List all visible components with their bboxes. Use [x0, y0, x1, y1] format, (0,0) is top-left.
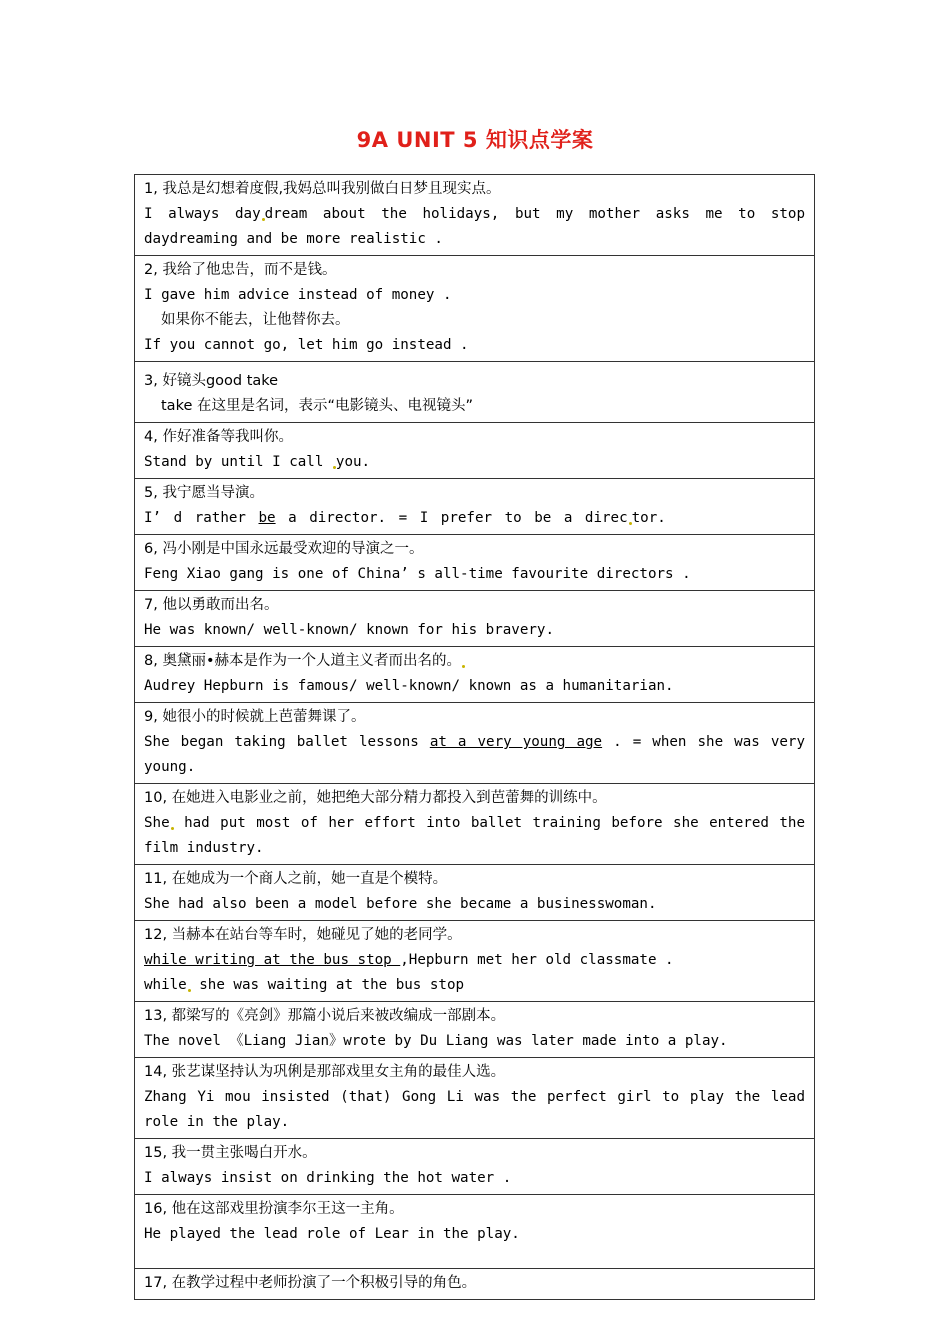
item-7 [135, 591, 815, 647]
item-12 [135, 921, 815, 1002]
english-sentence: Zhang Yi mou insisted (that) Gong Li was the perfect girl to play the lead role in the play. [144, 1089, 805, 1130]
chinese-sentence: 10, 在她进入电影业之前，她把绝大部分精力都投入到芭蕾舞的训练中。 [144, 790, 607, 806]
table-row [135, 1195, 815, 1269]
chinese-sentence: 12, 当赫本在站台等车时，她碰见了她的老同学。 [144, 927, 462, 943]
chinese-sentence: 4, 作好准备等我叫你。 [144, 429, 293, 445]
english-sentence: If you cannot go, let him go instead . [144, 337, 469, 353]
english-sentence: Feng Xiao gang is one of China’ s all-time favourite directors . [144, 566, 691, 582]
english-sentence: She began taking ballet lessons at a very young age . = when she was very young. [144, 734, 805, 775]
table-row [135, 423, 815, 479]
item-3 [135, 362, 815, 423]
table-row [135, 1269, 815, 1300]
item-15 [135, 1139, 815, 1195]
item-14 [135, 1058, 815, 1139]
chinese-sentence: 如果你不能去，让他替你去。 [161, 312, 350, 328]
item-4 [135, 423, 815, 479]
english-sentence: I always insist on drinking the hot water . [144, 1170, 512, 1186]
chinese-sentence: 2, 我给了他忠告，而不是钱。 [144, 262, 337, 278]
item-11 [135, 865, 815, 921]
chinese-sentence: 15, 我一贯主张喝白开水。 [144, 1145, 317, 1161]
table-row [135, 1058, 815, 1139]
english-sentence: I’ d rather be a director. = I prefer to be a direc tor. [144, 510, 666, 526]
chinese-sentence: 14, 张艺谋坚持认为巩俐是那部戏里女主角的最佳人选。 [144, 1064, 506, 1080]
english-sentence: Stand by until I call you. [144, 454, 371, 470]
english-sentence: The novel 《Liang Jian》wrote by Du Liang was later made into a play. [144, 1033, 728, 1049]
table-row [135, 535, 815, 591]
table-row [135, 865, 815, 921]
table-row [135, 256, 815, 362]
table-row [135, 362, 815, 423]
chinese-sentence: 3, 好镜头good take [144, 373, 279, 389]
annotation-dot-icon [462, 665, 465, 668]
chinese-sentence: 13, 都梁写的《亮剑》那篇小说后来被改编成一部剧本。 [144, 1008, 506, 1024]
english-sentence: Audrey Hepburn is famous/ well-known/ known as a humanitarian. [144, 678, 674, 694]
english-sentence: She had put most of her effort into ballet training before she entered the film industry. [144, 815, 805, 856]
notes-table [134, 174, 815, 1300]
page-title: 9A UNIT 5 知识点学案 [356, 128, 594, 152]
item-1 [135, 175, 815, 256]
item-6 [135, 535, 815, 591]
english-sentence: He played the lead role of Lear in the play. [144, 1226, 520, 1242]
english-sentence: while she was waiting at the bus stop [144, 977, 465, 993]
item-17 [135, 1269, 815, 1300]
chinese-sentence: 17, 在教学过程中老师扮演了一个积极引导的角色。 [144, 1275, 477, 1291]
table-row [135, 175, 815, 256]
item-13 [135, 1002, 815, 1058]
item-8 [135, 647, 815, 703]
table-row [135, 1139, 815, 1195]
table-row [135, 647, 815, 703]
chinese-sentence: 1, 我总是幻想着度假,我妈总叫我别做白日梦且现实点。 [144, 181, 501, 197]
table-row [135, 1002, 815, 1058]
chinese-sentence: 9, 她很小的时候就上芭蕾舞课了。 [144, 709, 366, 725]
english-sentence: I gave him advice instead of money . [144, 287, 452, 303]
table-row [135, 784, 815, 865]
table-row [135, 479, 815, 535]
table-row [135, 591, 815, 647]
table-row [135, 703, 815, 784]
chinese-sentence: 5, 我宁愿当导演。 [144, 485, 264, 501]
item-2 [135, 256, 815, 362]
item-5 [135, 479, 815, 535]
table-row [135, 921, 815, 1002]
chinese-sentence: 16, 他在这部戏里扮演李尔王这一主角。 [144, 1201, 404, 1217]
chinese-sentence: 7, 他以勇敢而出名。 [144, 597, 279, 613]
item-10 [135, 784, 815, 865]
english-sentence: I always day dream about the holidays, but my mother asks me to stop daydreaming and be more realistic . [144, 206, 805, 247]
english-sentence: He was known/ well-known/ known for his bravery. [144, 622, 554, 638]
item-9 [135, 703, 815, 784]
item-16 [135, 1195, 815, 1269]
chinese-sentence: 6, 冯小刚是中国永远最受欢迎的导演之一。 [144, 541, 424, 557]
chinese-sentence: 11, 在她成为一个商人之前，她一直是个模特。 [144, 871, 448, 887]
english-sentence: while writing at the bus stop ,Hepburn met her old classmate . [144, 952, 674, 968]
english-sentence: She had also been a model before she became a businesswoman. [144, 896, 657, 912]
chinese-sentence: 8, 奥黛丽•赫本是作为一个人道主义者而出名的。 [144, 649, 805, 674]
note-text: take 在这里是名词，表示“电影镜头、电视镜头” [161, 398, 474, 414]
